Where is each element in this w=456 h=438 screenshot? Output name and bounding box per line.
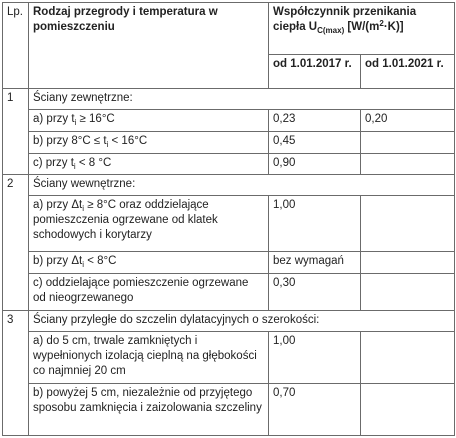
value-2017: 0,23 [269,109,361,131]
section-title: Ściany przyległe do szczelin dylatacyjnych o szerokości: [29,311,455,332]
row-label: c) przy $t_i < 8$ °C [29,153,269,175]
value-2017: 1,00 [269,196,361,252]
table-row [3,332,455,384]
value-2017: 0,70 [269,384,361,436]
section-row [3,311,455,332]
row-label: b) przy $\Delta t_i < 8^\circ C$ [29,252,269,274]
row-label: a) do 5 cm, trwale zamkniętych i wypełnionych izolacją cieplną na głębokości co najmniej 20 cm [29,332,269,384]
section-number: 1 [3,89,29,175]
table-row [3,273,455,310]
value-2017: 0,45 [269,131,361,153]
u-coefficient-table [2,2,455,436]
table-row [3,131,455,153]
value-2017: 0,30 [269,273,361,310]
value-2021 [361,273,455,310]
value-2017: 0,90 [269,153,361,175]
section-number: 3 [3,311,29,436]
header-row [3,3,455,55]
value-2021 [361,332,455,384]
section-title: Ściany wewnętrzne: [29,175,455,196]
table-row [3,384,455,436]
row-label: a) przy $t_i \ge 16^\circ C$ [29,109,269,131]
section-row [3,89,455,110]
row-label: b) powyżej 5 cm, niezależnie od przyjętego sposobu zamknięcia i zaizolowania szczeliny [29,384,269,436]
table-row [3,252,455,274]
value-2017: bez wymagań [269,252,361,274]
row-label: b) przy $8^\circ C \le t_i < 16^\circ C$ [29,131,269,153]
value-2021 [361,131,455,153]
section-title: Ściany zewnętrzne: [29,89,455,110]
row-label: c) oddzielające pomieszczenie ogrzewane od nieogrzewanego [29,273,269,310]
table-row [3,196,455,252]
value-2021 [361,196,455,252]
coefficient-header: Współczynnik przenikania ciepła $U_{C(max)}$ $[W/(m^2\cdot K)]$ [269,3,455,55]
section-row [3,175,455,196]
lp-header: Lp. [3,3,29,89]
value-2017: 1,00 [269,332,361,384]
value-2021 [361,384,455,436]
table-row [3,109,455,131]
section-number: 2 [3,175,29,311]
value-2021: 0,20 [361,109,455,131]
description-header: Rodzaj przegrody i temperatura w pomieszczeniu [29,3,269,89]
row-label: a) przy $\Delta t_i \ge 8^\circ C$ oraz oddzielające pomieszczenia ogrzewane od klatek schodowych i korytarzy [29,196,269,252]
table-row [3,153,455,175]
value-2021 [361,252,455,274]
col-2017-header: od 1.01.2017 r. [269,54,361,88]
value-2021 [361,153,455,175]
col-2021-header: od 1.01.2021 r. [361,54,455,88]
